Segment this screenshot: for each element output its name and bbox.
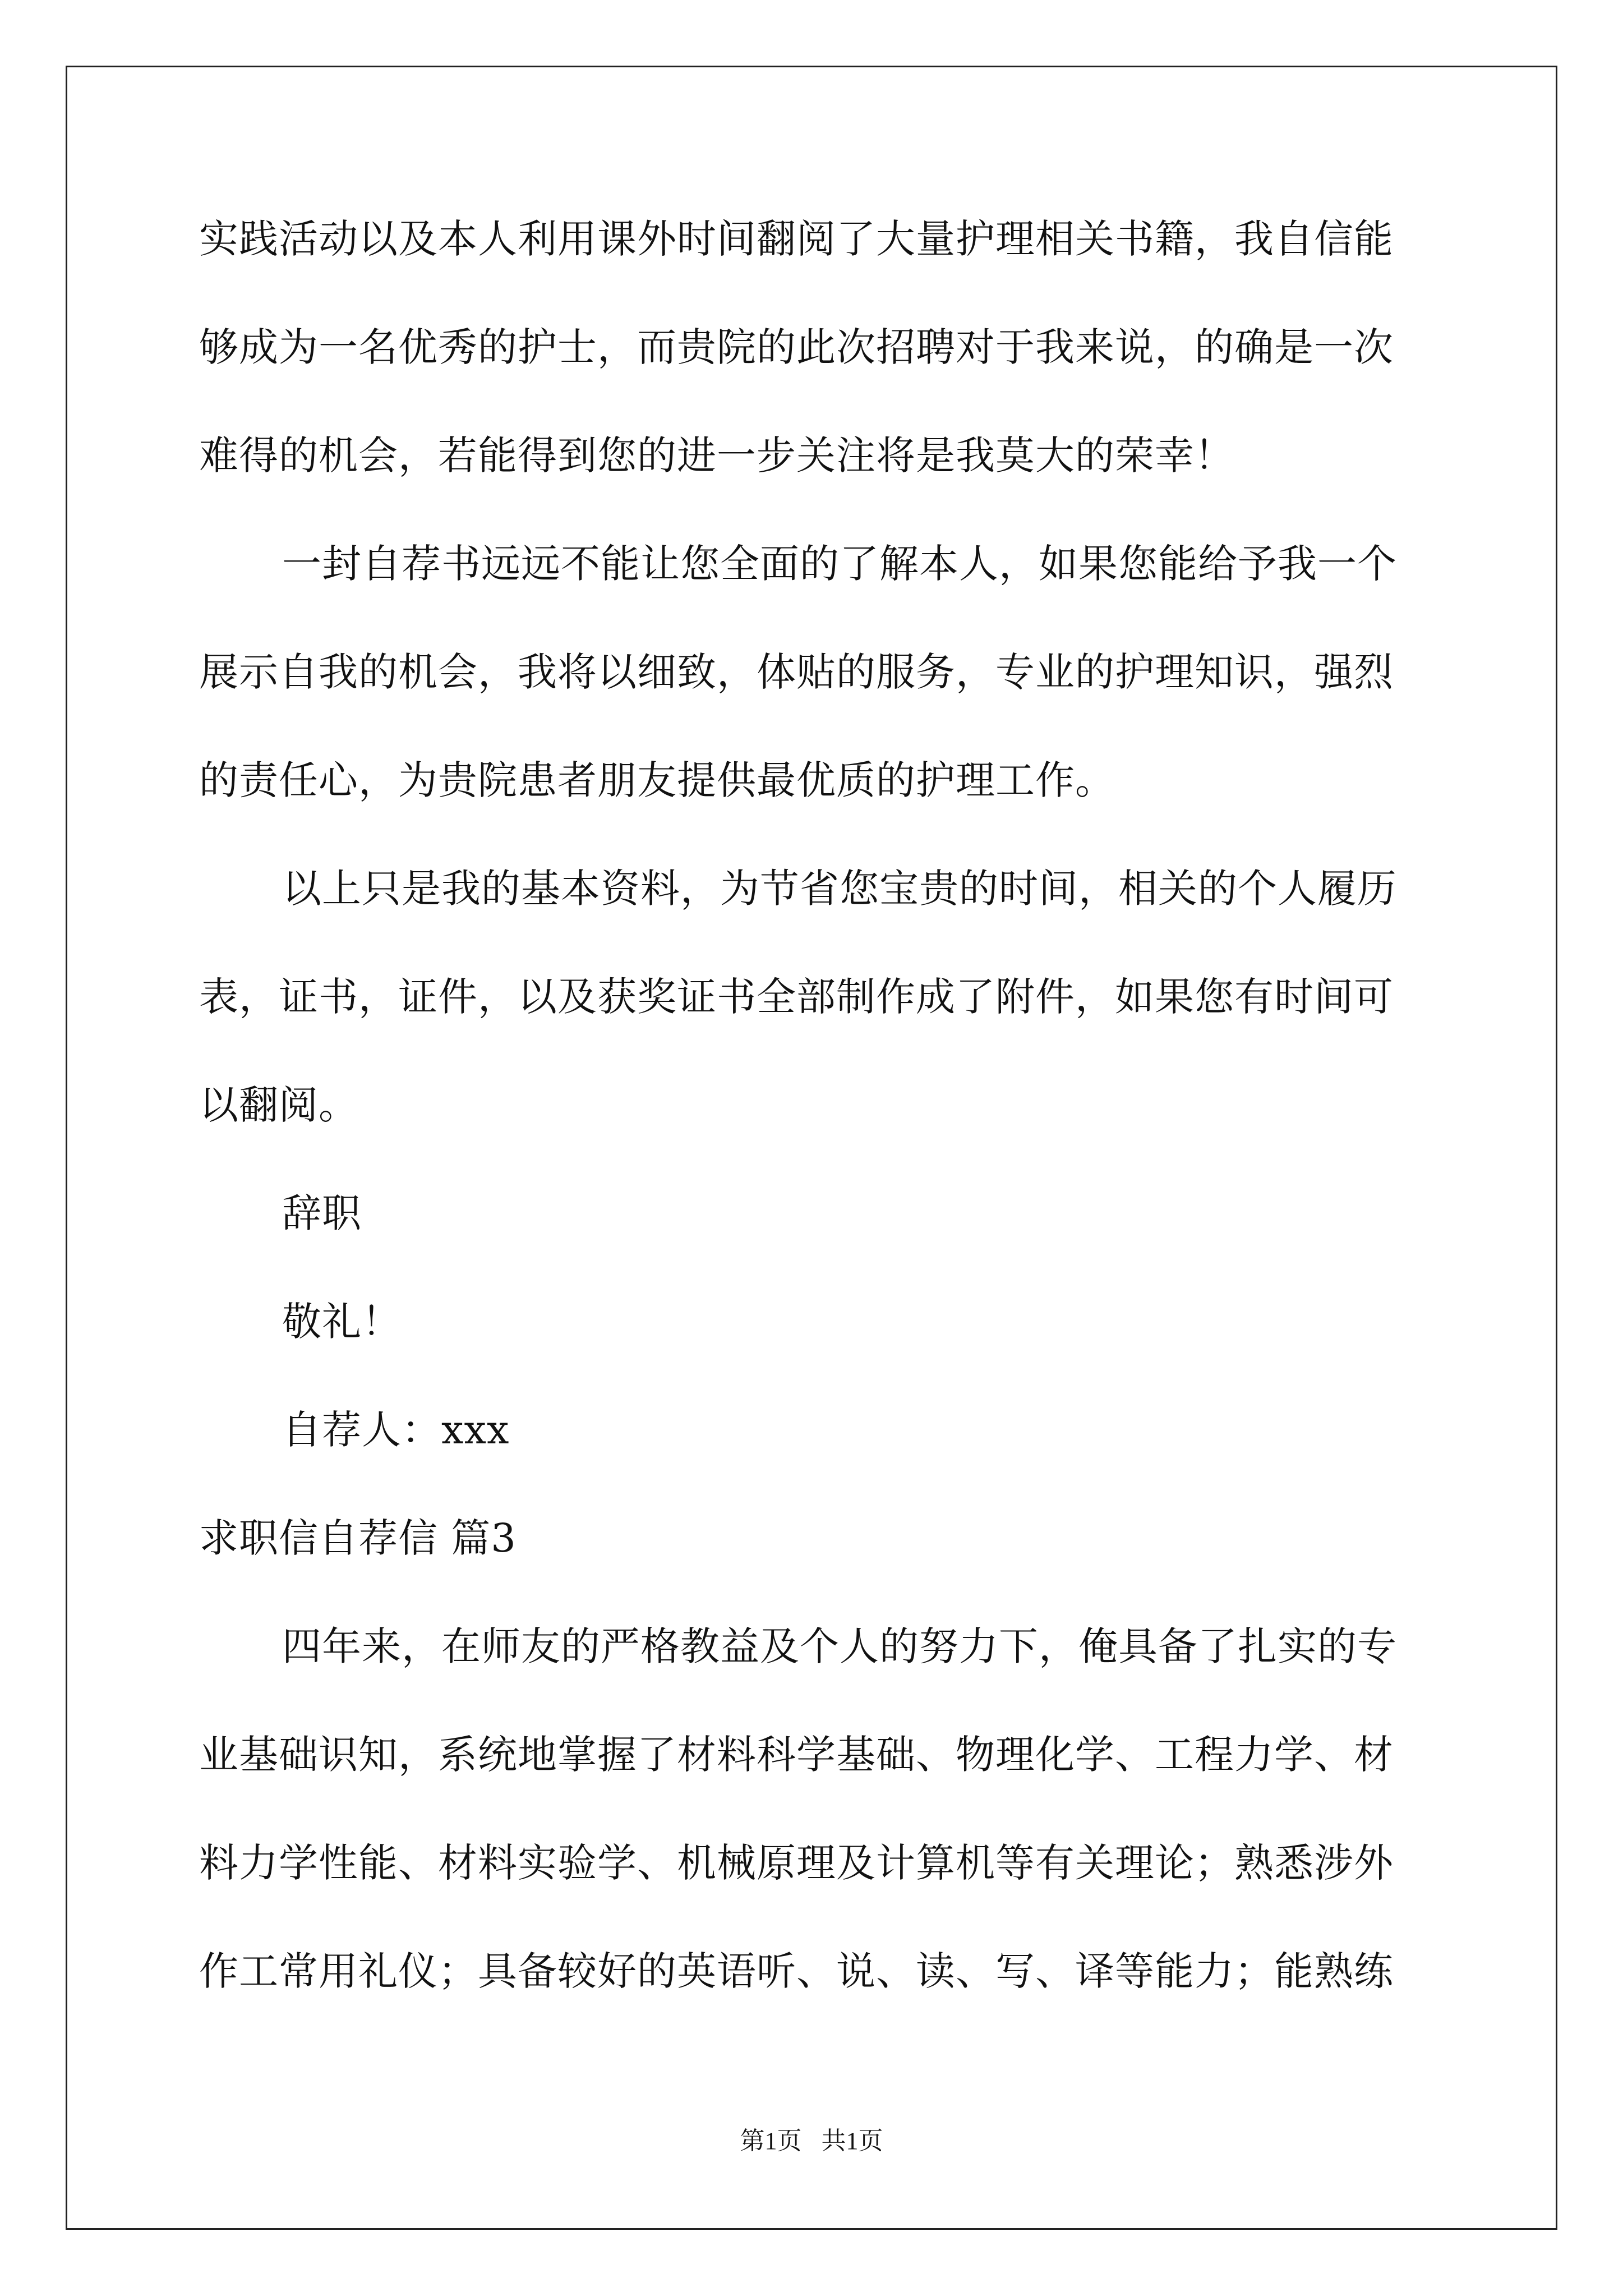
- text-line: 的责任心，为贵院患者朋友提供最优质的护理工作。: [199, 757, 1115, 803]
- text-line: 作工常用礼仪；具备较好的英语听、说、读、写、译等能力；能熟练: [199, 1948, 1394, 1994]
- text-line: 够成为一名优秀的护士，而贵院的此次招聘对于我来说，的确是一次: [199, 324, 1394, 370]
- page-number: 第1页: [740, 2127, 802, 2155]
- text-line: 展示自我的机会，我将以细致，体贴的服务，专业的护理知识，强烈: [199, 649, 1394, 695]
- paragraph-start: 以上只是我的基本资料，为节省您宝贵的时间，相关的个人履历: [282, 866, 1397, 912]
- section-heading: 求职信自荐信 篇3: [199, 1515, 517, 1561]
- page-border: [66, 66, 1557, 2230]
- page-footer: [0, 2127, 1623, 2155]
- text-line: 表，证书，证件，以及获奖证书全部制作成了附件，如果您有时间可: [199, 974, 1394, 1020]
- text-line: 以翻阅。: [199, 1082, 358, 1128]
- signature-line: 自荐人：xxx: [282, 1407, 510, 1453]
- text-line: 难得的机会，若能得到您的进一步关注将是我莫大的荣幸！: [199, 432, 1234, 478]
- text-line: 料力学性能、材料实验学、机械原理及计算机等有关理论；熟悉涉外: [199, 1840, 1394, 1886]
- text-line: 业基础识知，系统地掌握了材料科学基础、物理化学、工程力学、材: [199, 1732, 1394, 1778]
- text-line: 实践活动以及本人利用课外时间翻阅了大量护理相关书籍，我自信能: [199, 216, 1394, 262]
- paragraph-start: 一封自荐书远远不能让您全面的了解本人，如果您能给予我一个: [282, 541, 1397, 587]
- page-total: 共1页: [821, 2127, 883, 2155]
- closing-line: 辞职: [282, 1190, 362, 1236]
- salutation: 敬礼！: [282, 1299, 402, 1345]
- paragraph-start: 四年来，在师友的严格教益及个人的努力下，俺具备了扎实的专: [282, 1623, 1397, 1669]
